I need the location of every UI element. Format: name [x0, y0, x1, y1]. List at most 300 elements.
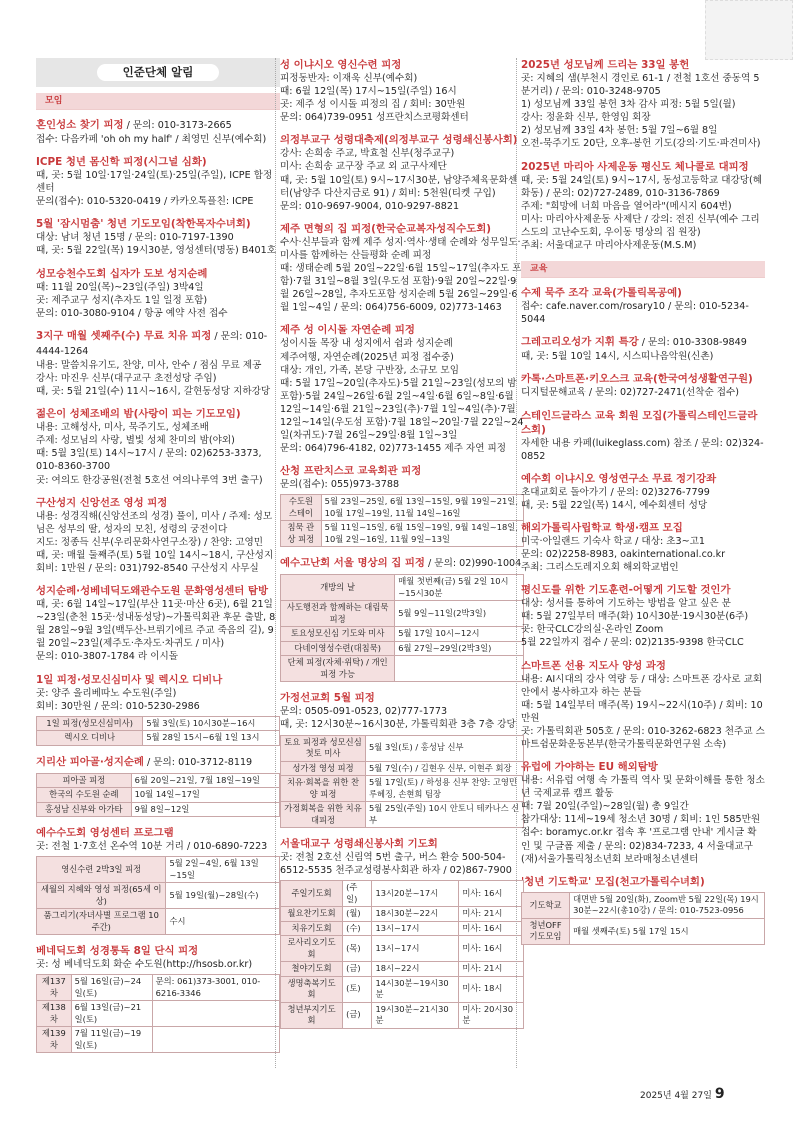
corner-box [705, 0, 793, 60]
notice-item [280, 222, 524, 315]
table-cell: 가정회복을 위한 치유 대피정 [281, 802, 366, 828]
table-row [37, 731, 280, 746]
notice-title-text: 그레고리오성가 지휘 특강 [521, 336, 639, 349]
notice-title [521, 875, 765, 889]
table-cell: 청년OFF 기도모임 [522, 918, 570, 944]
notice-line: 수사·신부들과 함께 제주 성지·역사·생태 순례와 성무일도·미사를 함께하는 산들평화 순례 피정 [280, 236, 521, 261]
notice-line: 성이시돌 목장 내 성지에서 쉼과 성지순례 [280, 338, 453, 350]
notice-line: 때: 5월 3일(토) 14시~17시 / 문의: 02)6253-3373, 010-8360-3700 [36, 448, 262, 473]
table-cell [152, 1001, 279, 1027]
notice-line: 곳: 여의도 한강공원(전철 5호선 여의나루역 3번 출구) [36, 474, 263, 486]
table-cell: 5월 3일(토) / 홍성남 신부 [366, 735, 524, 761]
notice-item [521, 521, 765, 574]
table-cell: 대면반 5월 20일(화), Zoom반 5월 22일(목) 19시30분~22시(총10강) / 문의: 010-7523-0956 [570, 892, 765, 918]
table-cell: 7월 11일(금)~19일(토) [71, 1027, 152, 1053]
notice-title-text: 산청 프란치스코 교육회관 피정 [280, 465, 422, 478]
notice-title-text: 성모승천수도회 십자가 도보 성지순례 [36, 267, 208, 280]
table-cell: 미사: 21시 [459, 907, 524, 922]
notice-line: 내용: 말씀치유기도, 찬양, 미사, 안수 / 점심 무료 제공 [36, 359, 262, 371]
notice-title [280, 464, 524, 478]
table-cell: 5월 17일 10시~12시 [395, 627, 524, 642]
notice-title-text: 성지순례·성베네딕도왜관수도원 문화영성센터 탐방 [36, 585, 269, 598]
notice-item [280, 464, 524, 547]
table-cell: 홍성남 신부와 아가타 [37, 802, 132, 817]
notice-line: 문의: 0505-091-0523, 02)777-1773 [280, 706, 448, 718]
notice-line: 때: 7월 20일(주일)~28일(월) 총 9일간 [521, 801, 689, 813]
notice-title-text: 스테인드글라스 교육 회원 모집(가톨릭스테인드글라스회) [521, 409, 758, 436]
notice-title-text: 해외가톨릭사립학교 학생·캠프 모집 [521, 521, 683, 534]
table-cell: 6월 20일~21일, 7월 18일~19일 [131, 773, 279, 788]
notice-title-text: 유럽에 가야하는 EU 해외탐방 [521, 761, 658, 774]
notice-line: 문의: 010-3080-9104 / 항공 예약 사전 접수 [36, 307, 228, 319]
notice-line: 대상: 남녀 청년 15명 / 문의: 010-7197-1390 [36, 232, 234, 244]
notice-title-text: 혼인성소 찾기 피정 [36, 119, 124, 131]
table-cell: (주일) [343, 881, 372, 907]
notice-line: 곳: 전철 1·7호선 온수역 10분 거리 / 010-6890-7223 [36, 841, 268, 853]
issue-date: 2025년 4월 27일 [640, 1091, 712, 1101]
table-cell: (월) [343, 907, 372, 922]
table-cell: 토요 피정과 성모신심 첫토 미사 [281, 735, 366, 761]
table-cell: 한국의 수도원 순례 [37, 788, 132, 803]
notice-item [521, 335, 765, 363]
notice-title-text: 의정부교구 성령대축제(의정부교구 성령쇄신봉사회) [280, 134, 518, 147]
table-cell: 1일 피정(성모신심미사) [37, 716, 143, 731]
notice-line: 내용: AI시대의 강사 역량 등 / 대상: 스마트폰 강사로 교회 안에서 봉사하고자 하는 분들 [521, 673, 763, 698]
notice-line: 회비: 1만원 / 문의: 031)792-8540 구산성지 사무실 [36, 562, 259, 574]
table-cell: 세월의 지혜와 영성 피정(65세 이상) [37, 883, 166, 909]
notice-line: 강사: 마진우 신부(대구교구 초전성당 주임) [36, 372, 217, 384]
notice-line: 문의(접수): 055)973-3788 [280, 479, 400, 491]
notice-title [521, 521, 765, 535]
table-cell: 월요찬기도회 [281, 907, 343, 922]
notice-line: 때: 생태순례 5월 20일~22일·6월 15일~17일(추자도 포함)·7월 31일~8월 3일(우도섬 포함)·9월 20일~22일·9월 26일~28일, 추자도포함 성지순례 5월 26일~29일·6월 1일~4일 / 문의: 064)756-6009, 02)773-1463 [280, 263, 522, 314]
notice-line: 곳: 가톨릭회관 505호 / 문의: 010-3262-6823 천주교 스마트쉼문화운동본부(한국가톨릭문화연구원 소속) [521, 725, 765, 750]
notice-title-text: 5월 '잠시멈춤' 청년 기도모임(착한목자수녀회) [36, 218, 251, 231]
table-cell: 로사리오기도회 [281, 936, 343, 962]
notice-title [521, 760, 765, 774]
notice-title [521, 286, 765, 300]
table-cell: 품그리기(자녀사별 프로그램 10주간) [37, 909, 166, 935]
table-row [522, 892, 765, 918]
notice-title-text: 서울대교구 성령쇄신봉사회 기도회 [280, 838, 438, 851]
notice-title [36, 496, 280, 510]
column-divider [275, 58, 276, 1068]
table-row [281, 641, 524, 656]
notice-title [280, 556, 524, 571]
category-label: 모임 [36, 93, 280, 110]
notice-line: 때, 곳: 5월 24일(토) 9시~17시, 동성고등학교 대강당(혜화동) / 문의: 02)727-2489, 010-3136-7869 [521, 174, 763, 199]
table-cell: 생명축복기도회 [281, 976, 343, 1002]
section-banner [36, 58, 280, 87]
notice-line: 곳: 성 베네딕도회 화순 수도원(http://hsosb.or.kr) [36, 959, 253, 971]
table-cell: 5월 25일(주일) 10시 안토니 테카나스 신부 [366, 802, 524, 828]
column-2 [280, 58, 524, 1038]
notice-title-text: '청년 기도학교' 모집(천고가톨릭수녀회) [521, 875, 705, 888]
table-row [37, 857, 280, 883]
notice-title [280, 837, 524, 851]
notice-line: 피정동반자: 이재욱 신부(예수회) [280, 73, 418, 84]
notice-title [36, 944, 280, 958]
notice-title [36, 329, 280, 359]
table-cell: 성가정 영성 피정 [281, 761, 366, 776]
notice-title-text: 구산성지 신앙선조 영성 피정 [36, 496, 168, 509]
notice-title [521, 409, 765, 437]
notice-item [280, 691, 524, 828]
notice-title-text: 예수회 이냐시오 영성연구소 무료 정기강좌 [521, 472, 717, 485]
notice-item [521, 760, 765, 866]
table-cell: (토) [343, 976, 372, 1002]
notice-title [521, 372, 765, 386]
table-cell: 18시~22시 [372, 962, 459, 977]
notice-line: 2) 성모님께 33일 4차 봉헌: 5월 7일~6월 8일 [521, 125, 718, 137]
notice-line: 곳: 한국CLC강의실·온라인 Zoom [521, 624, 664, 636]
notice-title [36, 673, 280, 687]
notice-line: 때, 곳: 5월 21일(수) 11시~16시, 갈현동성당 지하강당 [36, 386, 271, 398]
table-cell: (목) [343, 936, 372, 962]
table-cell [395, 656, 524, 682]
table-cell: (금) [343, 1002, 372, 1028]
table-cell: 10월 14일~17일 [131, 788, 279, 803]
notice-title [36, 826, 280, 840]
notice-item [36, 673, 280, 746]
notice-line: 5월 22일까지 접수 / 문의: 02)2135-9398 한국CLC [521, 637, 744, 649]
notice-contact: / 문의: 010-4444-1264 [36, 330, 268, 357]
table-cell: 치유기도회 [281, 921, 343, 936]
notice-title [280, 691, 524, 705]
table-cell: 기도학교 [522, 892, 570, 918]
table-cell: 사도행전과 함께하는 대림묵 피정 [281, 601, 395, 627]
notice-line: 회비: 30만원 / 문의: 010-5230-2986 [36, 700, 200, 712]
column-3 [521, 58, 765, 954]
notice-item [280, 323, 524, 455]
notice-line: 때, 곳: 5월 22일(목) 14시, 예수회센터 성당 [521, 499, 708, 511]
table-row [37, 909, 280, 935]
notice-title [36, 407, 280, 421]
table-cell: 13시~17시 [372, 921, 459, 936]
notice-title-text: 평신도를 위한 기도훈련-어떻게 기도할 것인가 [521, 584, 731, 597]
table-cell: 6월 13일(금)~21일(토) [71, 1001, 152, 1027]
notice-item [36, 755, 280, 818]
table-cell: 문의: 061)373-3001, 010-6216-3346 [152, 975, 279, 1001]
table-row [281, 495, 524, 521]
schedule-table [521, 892, 765, 945]
table-cell: 13시20분~17시 [372, 881, 459, 907]
notice-line: 오전-묵주기도 20단, 오후-봉헌 기도(강의·기도·파견미사) [521, 138, 761, 150]
table-cell: 5월 11일~15일, 6월 15일~19일, 9월 14일~18일, 10월 2일~16일, 11월 9일~13일 [321, 521, 523, 547]
table-row [281, 627, 524, 642]
notice-line: 문의: 064)796-4182, 02)773-1455 제주 자연 피정 [280, 443, 507, 455]
notice-line: 곳: 제주교구 성지(추자도 1일 일정 포함) [36, 294, 208, 306]
table-cell: 침묵 관상 피정 [281, 521, 322, 547]
table-cell: 5월 16일(금)~24일(토) [71, 975, 152, 1001]
schedule-table [36, 773, 280, 818]
notice-line: 문의: 064)739-0951 성프란치스코평화센터 [280, 112, 469, 124]
notice-item [36, 584, 280, 663]
notice-item [280, 133, 524, 212]
table-cell: 철야기도회 [281, 962, 343, 977]
notice-title-text: 3지구 매월 셋째주(수) 무료 치유 피정 [36, 329, 212, 342]
table-row [281, 761, 524, 776]
notice-contact: / 문의: 010-3712-8119 [143, 756, 253, 768]
notice-item [36, 118, 280, 146]
notice-line: 접수: 다음카페 'oh oh my half' / 최영민 신부(예수회) [36, 134, 267, 145]
table-cell: 단체 피정(자체·위탁) / 개인 피정 가능 [281, 656, 395, 682]
notice-title-text: 제주 면형의 집 피정(한국순교복자성직수도회) [280, 222, 492, 235]
table-row [281, 521, 524, 547]
notice-item [521, 659, 765, 752]
table-cell: 9월 8일~12일 [131, 802, 279, 817]
table-cell: 렉시오 디비나 [37, 731, 143, 746]
notice-line: 때: 5월 17일~20일(추자도)·5월 21일~23일(성모의 밤 포함)·5월 24일~26일·6월 2일~4일·6월 6일~8일·6월 12일~14일·6월 21일~23일(추)·7월 1일~4일(추)·7월 12일~14일(우도섬 포함)·7월 18일~20일·7월 22일~24일(차귀도)·7월 26일~29일·8월 1일~3일 [280, 377, 524, 442]
table-cell: 14시30분~19시30분 [372, 976, 459, 1002]
notice-title-text: 1일 피정·성모신심미사 및 렉시오 디비나 [36, 673, 223, 686]
table-row [37, 975, 280, 1001]
table-cell: 미사: 21시 [459, 962, 524, 977]
notice-title [521, 583, 765, 597]
notice-item [521, 286, 765, 326]
notice-line: 곳: 제주 성 이시돌 피정의 집 / 회비: 30만원 [280, 99, 466, 111]
page-footer [640, 1086, 725, 1102]
notice-line: 주제: 성모님의 사랑, 별빛 성체 찬미의 밤(야외) [36, 435, 235, 447]
notice-line: 때, 곳: 6월 14일~17일(부산 11곳·마산 6곳), 6월 21일~23일(춘천 15곳·성내동성당)~가톨릭회관 후문 출발, 8월 28일~9월 3일(백두산-브뤼기에르 주교 죽음의 길), 9월 20일~23일(제주도·추자도·차귀도 / 미사) [36, 599, 276, 650]
notice-item [521, 472, 765, 512]
notice-title-text: 수제 묵주 조각 교육(가톨릭목공예) [521, 287, 682, 300]
table-cell: 5월 7일(수) / 김현우 신부, 이현주 회장 [366, 761, 524, 776]
table-cell: 미사: 20시30분 [459, 1002, 524, 1028]
notice-title [36, 755, 280, 770]
table-cell: 매월 셋째주(토) 5월 17일 15시 [570, 918, 765, 944]
table-row [37, 883, 280, 909]
notice-line: 디지털문해교육 / 문의: 02)727-2471(선착순 접수) [521, 387, 740, 399]
notice-line: 때, 곳: 5월 10일(토) 9시~17시30분, 남양주체육문화센터(남양주 다산지금로 91) / 회비: 5천원(티켓 구입) [280, 174, 518, 199]
table-row [281, 656, 524, 682]
table-cell: 19시30분~21시30분 [372, 1002, 459, 1028]
table-cell: 주일기도회 [281, 881, 343, 907]
notice-line: 내용: 고해성사, 미사, 묵주기도, 성체조배 [36, 422, 209, 434]
table-row [281, 907, 524, 922]
notice-line: 대상: 개인, 가족, 본당 구반장, 소규모 모임 [280, 364, 459, 376]
notice-title [521, 335, 765, 350]
notice-title-text: 젊은이 성체조배의 밤(사랑이 피는 기도모임) [36, 408, 241, 421]
notice-title-text: 베네딕도회 성경통독 8일 단식 피정 [36, 945, 199, 958]
notice-line: 제주여행, 자연순례(2025년 피정 접수중) [280, 351, 454, 363]
table-cell: 6월 27일~29일(2박3일) [395, 641, 524, 656]
notice-title-text: 가정선교회 5월 피정 [280, 692, 375, 705]
table-row [281, 802, 524, 828]
table-cell: 수도원 스테이 [281, 495, 322, 521]
table-cell: 다네이영성수련(대침묵) [281, 641, 395, 656]
table-cell: (금) [343, 962, 372, 977]
notice-title [521, 160, 765, 174]
table-cell: 미사: 16시 [459, 881, 524, 907]
table-cell: 매월 첫번째(금) 5월 2일 10시~15시30분 [395, 575, 524, 601]
table-row [37, 1027, 280, 1053]
notice-line: 대상: 성서를 통하여 기도하는 방법을 알고 싶은 분 [521, 598, 731, 610]
notice-item [280, 556, 524, 682]
notice-item [36, 329, 280, 398]
table-cell: 제137차 [37, 975, 72, 1001]
notice-title [521, 58, 765, 72]
notice-line: 문의: 02)2258-8983, oakinternational.co.kr [521, 548, 726, 560]
notice-title-text: 제주 성 이시돌 자연순례 피정 [280, 324, 415, 337]
notice-title [280, 323, 524, 337]
column-1 [36, 58, 280, 1062]
table-row [281, 601, 524, 627]
table-cell: 제138차 [37, 1001, 72, 1027]
notice-line: 주제: "희망에 너희 마음을 열어라"(메시지 604번) [521, 200, 732, 212]
table-row [281, 735, 524, 761]
notice-contact: / 문의: 010-3173-2665 [123, 120, 232, 131]
notice-title [36, 217, 280, 231]
notice-title [36, 584, 280, 598]
notice-title [280, 133, 524, 147]
notice-title [521, 659, 765, 673]
notice-line: 곳: 지혜의 샘(부천시 경인로 61-1 / 전철 1호선 중동역 5분거리) / 문의: 010-3248-9705 [521, 73, 760, 98]
table-row [522, 918, 765, 944]
notice-title-text: 예수고난회 서울 명상의 집 피정 [280, 557, 425, 570]
notice-item [521, 372, 765, 399]
table-cell: 영신수련 2박3일 피정 [37, 857, 166, 883]
table-row [281, 575, 524, 601]
notice-line: 문의(접수): 010-5320-0419 / 카카오톡플친: ICPE [36, 196, 254, 208]
notice-title-text: 지리산 피아골·성지순례 [36, 755, 144, 768]
schedule-table [36, 716, 280, 746]
schedule-table [280, 880, 524, 1029]
table-cell [152, 1027, 279, 1053]
table-cell: 청년부지기도회 [281, 1002, 343, 1028]
notice-title [521, 472, 765, 486]
notice-line: 주최: 서울대교구 마리아사제운동(M.S.M) [521, 240, 697, 252]
schedule-table [280, 735, 524, 829]
schedule-table [36, 974, 280, 1053]
notice-line: 강사: 손희송 주교, 박효철 신부(청주교구) [280, 148, 455, 160]
table-cell: 5월 2일~4일, 6월 13일~15일 [166, 857, 280, 883]
table-row [281, 962, 524, 977]
table-row [281, 976, 524, 1002]
table-row [281, 881, 524, 907]
notice-title-text: 스마트폰 선용 지도사 양성 과정 [521, 659, 666, 672]
table-cell: 5월 23일~25일, 6월 13일~15일, 9월 19일~21일, 10월 17일~19일, 11월 14일~16일 [321, 495, 523, 521]
notice-title-text: 성 이냐시오 영신수련 피정 [280, 59, 402, 71]
notice-line: 때, 곳: 5월 10일·17일·24일(토)·25일(주일), ICPE 합정센터 [36, 170, 273, 195]
notice-item [36, 407, 280, 486]
notice-line: 내용: 성경직해(신앙선조의 성경) 풀이, 미사 / 주제: 성모님은 성부의 딸, 성자의 모친, 성령의 궁전이다 [36, 510, 273, 535]
notice-line: 때: 5월 27일부터 매주(화) 10시30분·19시30분(6주) [521, 611, 749, 623]
table-row [37, 716, 280, 731]
notice-line: 주최: 그리스도레지오회 해외학교법인 [521, 562, 679, 574]
notice-line: 때: 5월 14일부터 매주(목) 19시~22시(10주) / 회비: 10만원 [521, 699, 763, 724]
notice-title-text: 카톡·스마트폰·키오스크 교육(한국여성생활연구원) [521, 373, 753, 386]
notice-line: 미국·아일랜드 기숙사 학교 / 대상: 초3~고1 [521, 535, 706, 547]
table-cell: 18시30분~22시 [372, 907, 459, 922]
notice-line: 때: 11월 20일(목)~23일(주일) 3박4일 [36, 281, 204, 293]
notice-item [521, 58, 765, 151]
notice-item [521, 583, 765, 649]
table-cell: 미사: 16시 [459, 936, 524, 962]
notice-item [521, 160, 765, 253]
notice-item [521, 875, 765, 945]
table-cell: 5월 9일~11일(2박3일) [395, 601, 524, 627]
notice-line: 때, 곳: 매월 둘째주(토) 5월 10일 14시~18시, 구산성지 [36, 549, 274, 561]
notice-item [36, 155, 280, 208]
table-cell: 13시~17시 [372, 936, 459, 962]
notice-contact: / 문의: 02)990-1004 [424, 558, 522, 570]
table-row [281, 936, 524, 962]
notice-item [36, 217, 280, 257]
notice-line: 자세한 내용 카페(luikeglass.com) 참조 / 문의: 02)324-0852 [521, 437, 764, 462]
notice-item [36, 944, 280, 1053]
notice-line: 내용: 서유럽 여행 속 가톨릭 역사 및 문화이해를 통한 청소년 국제교류 캠프 활동 [521, 775, 765, 800]
schedule-table [280, 494, 524, 547]
notice-item [36, 267, 280, 320]
notice-line: 미사: 마리아사제운동 사제단 / 강의: 전진 신부(예수 그리스도의 고난수도회, 우이동 명상의 집 원장) [521, 213, 760, 238]
table-row [281, 776, 524, 802]
table-row [37, 788, 280, 803]
notice-line: 지도: 정종득 신부(우리문화사연구소장) / 찬양: 고영민 [36, 536, 264, 548]
notice-title-text: 2025년 성모님께 드리는 33일 봉헌 [521, 59, 690, 71]
notice-line: 때, 곳: 5월 10일 14시, 시스띠나음악원(신촌) [521, 351, 714, 363]
notice-title [36, 267, 280, 281]
schedule-table [280, 574, 524, 682]
notice-line: 접수: boramyc.or.kr 접속 후 '프로그램 안내' 게시글 확인 및 구글폼 제출 / 문의: 02)834-7233, 4 서울대교구 (재)서울가톨릭청소년회 보라매청소년센터 [521, 827, 757, 865]
table-cell: 개방의 날 [281, 575, 395, 601]
category-label: 교육 [521, 261, 765, 278]
notice-line: 1) 성모님께 33일 봉헌 3차 감사 피정: 5월 5일(월) [521, 99, 736, 111]
notice-title [280, 222, 524, 236]
table-cell: 수시 [166, 909, 280, 935]
notice-title [36, 155, 280, 169]
table-row [37, 773, 280, 788]
banner-title: 인준단체 알림 [97, 64, 220, 81]
table-row [281, 921, 524, 936]
notice-line: 때, 곳: 12시30분~16시30분, 가톨릭회관 3층 7층 강당 [280, 719, 516, 731]
notice-line: 강사: 정윤화 신부, 한영임 회장 [521, 112, 651, 124]
table-cell: 5월 19일(월)~28일(수) [166, 883, 280, 909]
notice-title-text: 2025년 마리아 사제운동 평신도 체나콜로 대피정 [521, 160, 749, 173]
notice-item [36, 496, 280, 575]
notice-item [521, 409, 765, 463]
table-cell: 미사: 16시 [459, 921, 524, 936]
notice-line: 문의: 010-3807-1784 라 이시돌 [36, 651, 179, 663]
table-cell: 토요성모신심 기도와 미사 [281, 627, 395, 642]
notice-contact: / 문의: 010-3308-9849 [638, 337, 747, 349]
table-cell: 치유·회복을 위한 찬양 피정 [281, 776, 366, 802]
table-row [37, 802, 280, 817]
notice-title-text: 예수수도회 영성센터 프로그램 [36, 827, 174, 840]
notice-item [280, 837, 524, 1029]
table-cell: 5월 28일 15시~6월 1일 13시 [143, 731, 280, 746]
page-number: 9 [714, 1086, 725, 1102]
table-cell: 제139차 [37, 1027, 72, 1053]
notice-line: 접수: cafe.naver.com/rosary10 / 문의: 010-5234-5044 [521, 301, 749, 326]
table-row [37, 1001, 280, 1027]
notice-line: 초대교회로 돌아가기 / 문의: 02)3276-7799 [521, 486, 710, 498]
notice-item [280, 58, 524, 124]
notice-line: 때, 곳: 5월 22일(목) 19시30분, 영성센터(명동) B401호 [36, 245, 276, 257]
notice-line: 때: 6월 12일(목) 17시~15일(주일) 16시 [280, 86, 457, 98]
notice-title [36, 118, 280, 133]
schedule-table [36, 856, 280, 935]
notice-title-text: ICPE 청년 몸신학 피정(시그널 심화) [36, 156, 207, 169]
notice-title [280, 58, 524, 72]
notice-item [36, 826, 280, 935]
table-row [281, 1002, 524, 1028]
table-cell: 5월 17일(토) / 하성용 신부 찬양: 고영민 루헤징, 손현희 팀장 [366, 776, 524, 802]
table-cell: (수) [343, 921, 372, 936]
notice-line: 문의: 010-9697-9004, 010-9297-8821 [280, 200, 460, 212]
notice-line: 미사: 손희송 교구장 주교 외 교구사제단 [280, 161, 447, 173]
table-cell: 5월 3일(토) 10시30분~16시 [143, 716, 280, 731]
